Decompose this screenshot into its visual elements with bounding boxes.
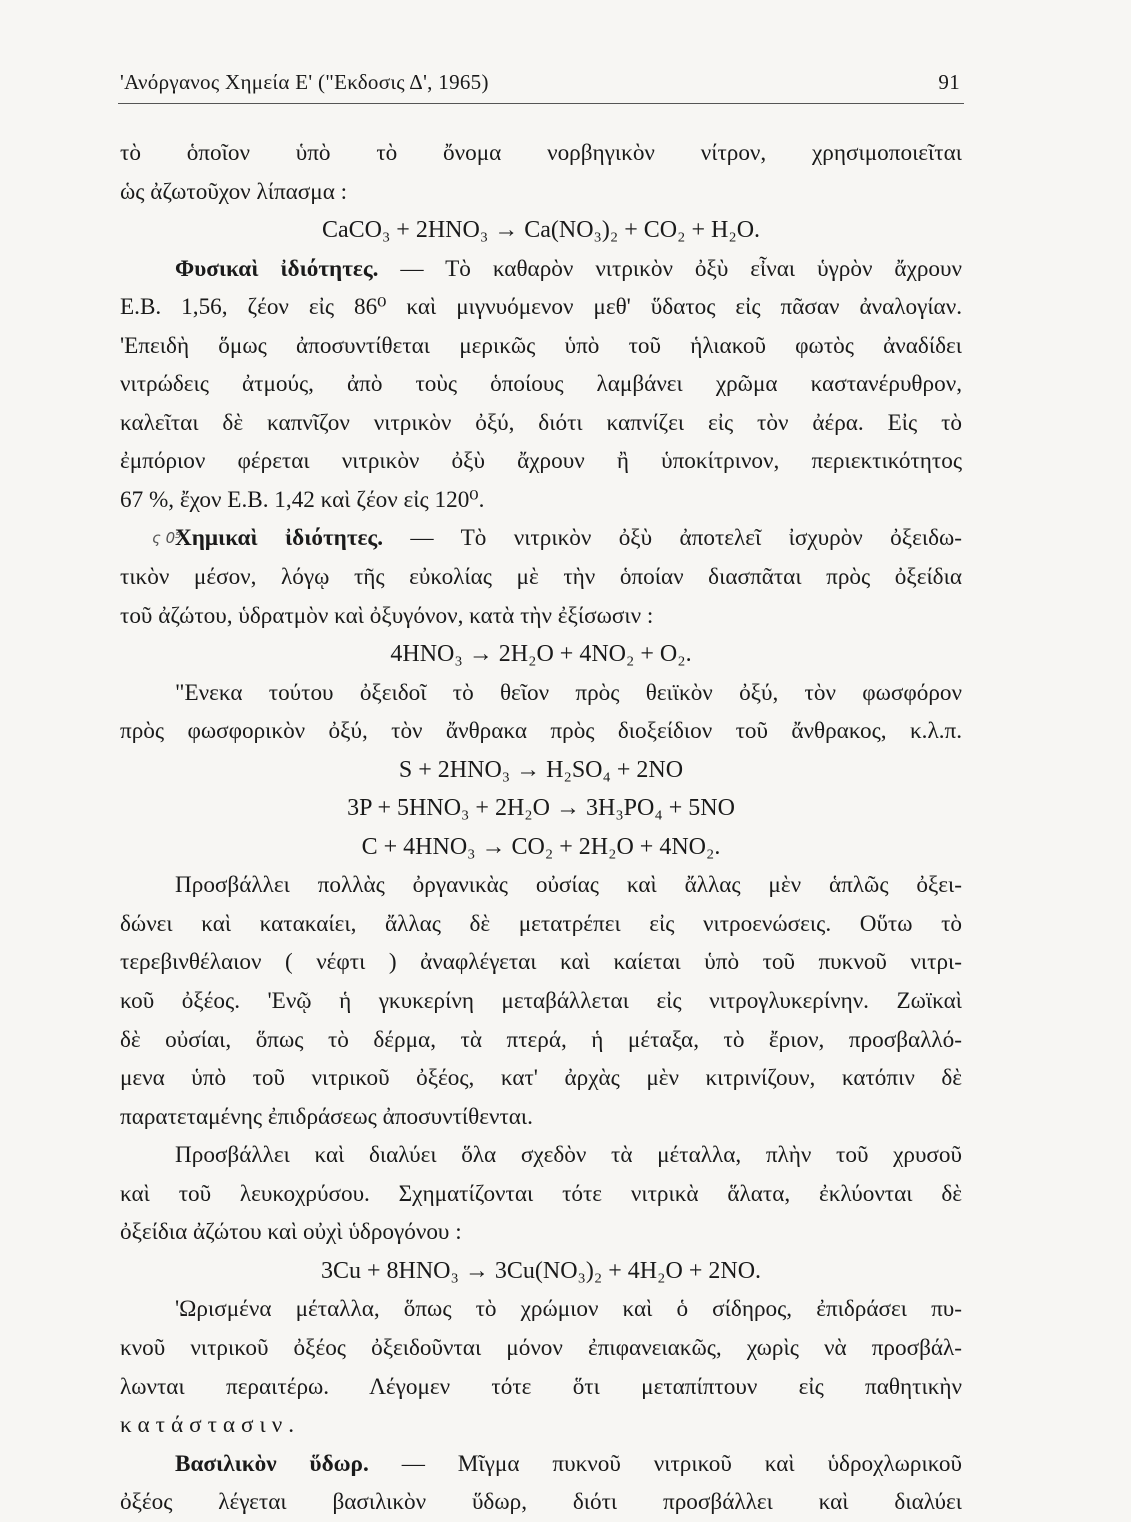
header-rule bbox=[118, 103, 964, 104]
paragraph-aqua-regia bbox=[120, 1445, 962, 1484]
paragraph-physical-properties bbox=[120, 250, 962, 289]
text-line: καὶ τοῦ λευκοχρύσου. Σχηματίζονται τότε νιτρικὰ ἅλατα, ἐκλύονται δὲ bbox=[120, 1180, 962, 1207]
text-line: κοῦ ὀξέος. 'Ενῷ ἡ γκυκερίνη μεταβάλλεται εἰς νιτρογλυκερίνην. Ζωϊκαὶ bbox=[120, 988, 962, 1015]
running-header bbox=[120, 66, 960, 100]
text-line: τοῦ ἀζώτου, ὑδρατμὸν καὶ ὀξυγόνον, κατὰ τὴν ἐξίσωσιν : bbox=[120, 602, 654, 629]
text-line: 'Επειδὴ ὅμως ἀποσυντίθεται μερικῶς ὑπὸ τοῦ ἡλιακοῦ φωτὸς ἀναδίδει bbox=[120, 332, 962, 359]
text-line: τερεβινθέλαιον ( νέφτι ) ἀναφλέγεται καὶ καίεται ὑπὸ τοῦ πυκνοῦ νιτρι- bbox=[120, 949, 962, 976]
text-line: παρατεταμένης ἐπιδράσεως ἀποσυντίθενται. bbox=[120, 1103, 533, 1130]
header-title: 'Ανόργανος Χημεία Ε' ("Εκδοσις Δ', 1965) bbox=[120, 70, 489, 94]
text-line: ἐμπόριον φέρεται νιτρικὸν ὀξὺ ἄχρουν ἢ ὑποκίτρινον, περιεκτικότητος bbox=[120, 448, 962, 475]
chemical-equation: S + 2HNO₃ → H₂SO₄ + 2NO bbox=[398, 756, 684, 783]
text-line: τικὸν μέσον, λόγῳ τῆς εὐκολίας μὲ τὴν ὁποίαν διασπᾶται πρὸς ὀξείδια bbox=[120, 564, 962, 591]
chemical-equation: 3Cu + 8HNO₃ → 3Cu(NO₃)₂ + 4H₂O + 2NO. bbox=[320, 1257, 762, 1284]
text-line: κατάστασιν. bbox=[120, 1412, 301, 1439]
section-heading: Βασιλικὸν ὕδωρ. bbox=[175, 1450, 369, 1477]
text-run: — Τὸ νιτρικὸν ὀξὺ ἀποτελεῖ ἰσχυρὸν ὀξειδω- bbox=[383, 525, 962, 552]
chemical-equation: CaCO₃ + 2HNO₃ → Ca(NO₃)₂ + CO₂ + H₂O. bbox=[321, 217, 761, 244]
text-line: 67 %, ἔχον Ε.Β. 1,42 καὶ ζέον εἰς 120⁰. bbox=[120, 486, 485, 513]
chemical-equation: 3P + 5HNO₃ + 2H₂O → 3H₃PO₄ + 5NO bbox=[347, 795, 735, 822]
text-line: 'Ωρισμένα μέταλλα, ὅπως τὸ χρώμιον καὶ ὁ σίδηρος, ἐπιδράσει πυ- bbox=[175, 1296, 962, 1323]
text-line: ὡς ἀζωτοῦχον λίπασμα : bbox=[120, 178, 348, 205]
section-heading: Φυσικαὶ ἰδιότητες. bbox=[175, 255, 379, 282]
text-line: τὸ ὁποῖον ὑπὸ τὸ ὄνομα νορβηγικὸν νίτρον, χρησιμοποιεῖται bbox=[120, 140, 962, 166]
text-line: καλεῖται δὲ καπνῖζον νιτρικὸν ὀξύ, διότι καπνίζει εἰς τὸν ἀέρα. Εἰς τὸ bbox=[120, 409, 962, 436]
page-body bbox=[120, 134, 962, 1522]
text-run: — Τὸ καθαρὸν νιτρικὸν ὀξὺ εἶναι ὑγρὸν ἄχρουν bbox=[378, 255, 962, 282]
text-line: μενα ὑπὸ τοῦ νιτρικοῦ ὀξέος, κατ' ἀρχὰς μὲν κιτρινίζουν, κατόπιν δὲ bbox=[120, 1065, 962, 1092]
text-line: ὀξείδια ἀζώτου καὶ οὐχὶ ὑδρογόνου : bbox=[120, 1219, 462, 1246]
page-number: 91 bbox=[938, 70, 960, 94]
text-line: Προσβάλλει πολλὰς ὀργανικὰς οὐσίας καὶ ἄλλας μὲν ἁπλῶς ὀξει- bbox=[175, 872, 962, 899]
text-line: νιτρώδεις ἀτμούς, ἀπὸ τοὺς ὁποίους λαμβάνει χρῶμα καστανέρυθρον, bbox=[120, 371, 962, 398]
chemical-equation: 4HNO₃ → 2H₂O + 4NO₂ + O₂. bbox=[390, 641, 692, 668]
text-line: ὀξέος λέγεται βασιλικὸν ὕδωρ, διότι προσβάλλει καὶ διαλύει bbox=[120, 1489, 962, 1516]
text-line: δὲ οὐσίαι, ὅπως τὸ δέρμα, τὰ πτερά, ἡ μέταξα, τὸ ἔριον, προσβαλλό- bbox=[120, 1026, 962, 1053]
text-line: δώνει καὶ κατακαίει, ἄλλας δὲ μετατρέπει εἰς νιτροενώσεις. Οὕτω τὸ bbox=[120, 910, 962, 937]
chemical-equation: C + 4HNO₃ → CO₂ + 2H₂O + 4NO₂. bbox=[361, 833, 721, 860]
text-line: Προσβάλλει καὶ διαλύει ὅλα σχεδὸν τὰ μέταλλα, πλὴν τοῦ χρυσοῦ bbox=[175, 1142, 962, 1169]
text-line: Ε.Β. 1,56, ζέον εἰς 86⁰ καὶ μιγνυόμενον μεθ' ὕδατος εἰς πᾶσαν ἀναλογίαν. bbox=[120, 294, 962, 321]
text-line: λωνται περαιτέρω. Λέγομεν τότε ὅτι μεταπίπτουν εἰς παθητικὴν bbox=[120, 1373, 962, 1400]
text-line: πρὸς φωσφορικὸν ὀξύ, τὸν ἄνθρακα πρὸς διοξείδιον τοῦ ἄνθρακος, κ.λ.π. bbox=[120, 718, 962, 745]
text-run: — Μῖγμα πυκνοῦ νιτρικοῦ καὶ ὑδροχλωρικοῦ bbox=[368, 1450, 962, 1477]
handwritten-margin-mark: ς 0⁵ bbox=[152, 529, 182, 548]
section-heading: Χημικαὶ ἰδιότητες. bbox=[175, 525, 384, 552]
paragraph-chemical-properties bbox=[120, 519, 962, 558]
text-line: "Ενεκα τούτου ὀξειδοῖ τὸ θεῖον πρὸς θειϊκὸν ὀξύ, τὸν φωσφόρον bbox=[175, 679, 962, 706]
text-line: κνοῦ νιτρικοῦ ὀξέος ὀξειδοῦνται μόνον ἐπιφανειακῶς, χωρὶς νὰ προσβάλ- bbox=[120, 1334, 962, 1361]
